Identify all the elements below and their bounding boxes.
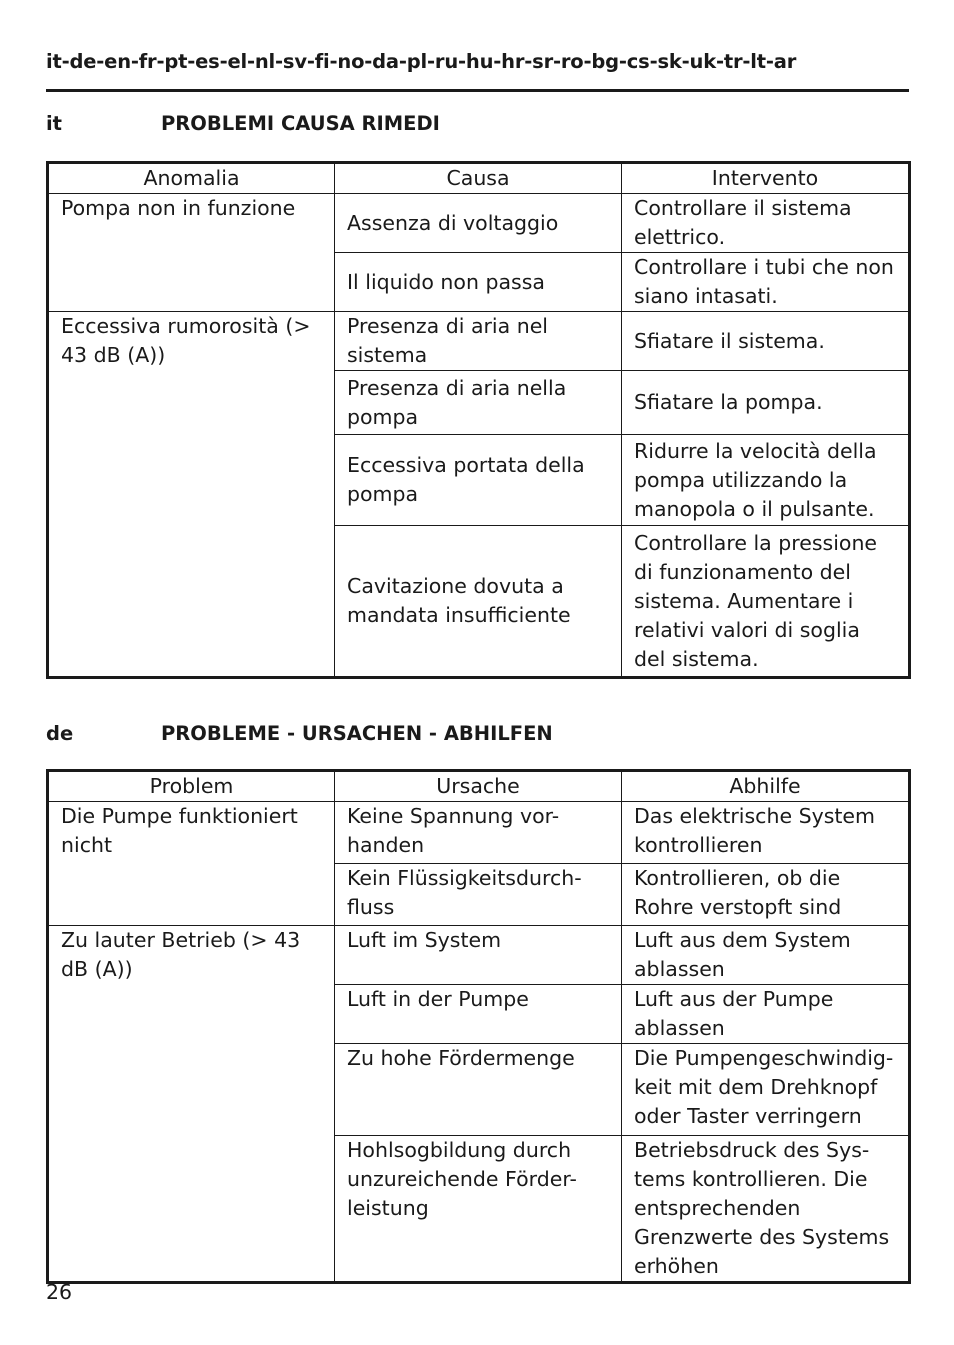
cause-cell: Luft in der Pumpe	[335, 985, 622, 1044]
column-header-cause: Causa	[335, 163, 622, 194]
cause-cell: Zu hohe Fördermenge	[335, 1044, 622, 1136]
section-language-code: de	[46, 722, 74, 745]
remedy-cell: Sfiatare il sistema.	[622, 312, 910, 371]
table-row	[48, 926, 910, 985]
table-row	[48, 802, 910, 864]
column-header-remedy: Intervento	[622, 163, 910, 194]
remedy-cell: Kontrollieren, ob die Rohre verstopft sind	[622, 864, 910, 926]
cause-cell: Hohlsogbildung durch unzureichende Förder-leistung	[335, 1136, 622, 1283]
column-header-cause: Ursache	[335, 771, 622, 802]
cause-cell: Keine Spannung vor-handen	[335, 802, 622, 864]
section-title: PROBLEME - URSACHEN - ABHILFEN	[161, 722, 553, 745]
cause-cell: Kein Flüssigkeitsdurch-fluss	[335, 864, 622, 926]
language-codes-header: it-de-en-fr-pt-es-el-nl-sv-fi-no-da-pl-ru-hu-hr-sr-ro-bg-cs-sk-uk-tr-lt-ar	[46, 50, 797, 73]
section-heading-de	[46, 722, 553, 745]
page-number: 26	[46, 1280, 73, 1304]
problem-cell: Zu lauter Betrieb (> 43 dB (A))	[48, 926, 335, 1283]
remedy-cell: Controllare la pressione di funzionamento del sistema. Aumentare i relativi valori di soglia del sistema.	[622, 526, 910, 678]
remedy-cell: Betriebsdruck des Sys-tems kontrollieren. Die entsprechenden Grenzwerte des Systems erhöhen	[622, 1136, 910, 1283]
cause-cell: Cavitazione dovuta a mandata insufficiente	[335, 526, 622, 678]
troubleshooting-table-it	[46, 161, 911, 679]
problem-cell: Pompa non in funzione	[48, 194, 335, 312]
troubleshooting-table-de	[46, 769, 911, 1284]
cause-cell: Assenza di voltaggio	[335, 194, 622, 253]
problem-cell: Eccessiva rumorosità (> 43 dB (A))	[48, 312, 335, 678]
remedy-cell: Luft aus dem System ablassen	[622, 926, 910, 985]
cause-cell: Presenza di aria nella pompa	[335, 371, 622, 435]
remedy-cell: Controllare i tubi che non siano intasati.	[622, 253, 910, 312]
cause-cell: Eccessiva portata della pompa	[335, 435, 622, 526]
cause-cell: Presenza di aria nel sistema	[335, 312, 622, 371]
column-header-problem: Problem	[48, 771, 335, 802]
cause-cell: Il liquido non passa	[335, 253, 622, 312]
column-header-remedy: Abhilfe	[622, 771, 910, 802]
table-header-row	[48, 771, 910, 802]
remedy-cell: Controllare il sistema elettrico.	[622, 194, 910, 253]
remedy-cell: Luft aus der Pumpe ablassen	[622, 985, 910, 1044]
cause-cell: Luft im System	[335, 926, 622, 985]
table-header-row	[48, 163, 910, 194]
section-heading-it	[46, 112, 440, 135]
remedy-cell: Die Pumpengeschwindig-keit mit dem Drehknopf oder Taster verringern	[622, 1044, 910, 1136]
section-title: PROBLEMI CAUSA RIMEDI	[161, 112, 440, 135]
remedy-cell: Das elektrische System kontrollieren	[622, 802, 910, 864]
section-language-code: it	[46, 112, 63, 135]
remedy-cell: Ridurre la velocità della pompa utilizzando la manopola o il pulsante.	[622, 435, 910, 526]
problem-cell: Die Pumpe funktioniert nicht	[48, 802, 335, 926]
table-row	[48, 194, 910, 253]
column-header-problem: Anomalia	[48, 163, 335, 194]
remedy-cell: Sfiatare la pompa.	[622, 371, 910, 435]
table-row	[48, 312, 910, 371]
header-divider	[46, 89, 909, 92]
